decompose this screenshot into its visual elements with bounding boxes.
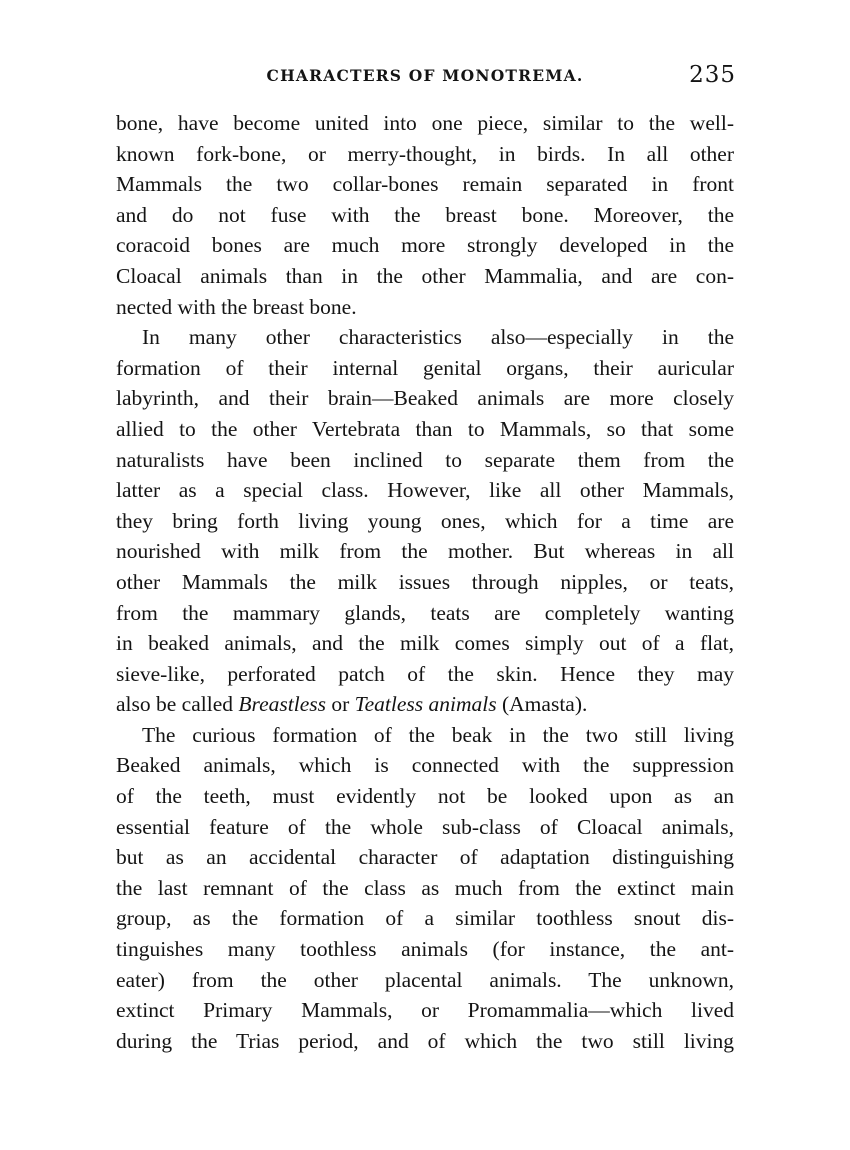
text-line: bone, have become united into one piece, similar to the well- [116, 111, 734, 135]
running-title: CHARACTERS OF MONOTREMA. [266, 66, 584, 85]
page-number: 235 [689, 62, 736, 88]
text-line: of the teeth, must evidently not be looked upon as an [116, 784, 734, 809]
text-line: allied to the other Vertebrata than to Mammals, so that some [116, 416, 734, 441]
italic-term-breastless: Breastless [238, 692, 326, 717]
text-line [116, 689, 734, 720]
text-line: nected with the breast bone. [116, 294, 357, 319]
text-line: and do not fuse with the breast bone. Moreover, the [116, 202, 734, 227]
text-line: The curious formation of the beak in the two still living [142, 722, 734, 747]
text-segment: (Amasta). [496, 692, 588, 717]
running-head [116, 62, 734, 90]
text-line: formation of their internal genital organs, their auricular [116, 355, 734, 380]
text-line: eater) from the other placental animals. The unknown, [116, 967, 734, 992]
text-line: during the Trias period, and of which the two still living [116, 1028, 734, 1053]
text-line: nourished with milk from the mother. But whereas in all [116, 539, 734, 564]
text-line: sieve-like, perforated patch of the skin. Hence they may [116, 661, 734, 686]
italic-term-teatless-animals: Teatless animals [354, 692, 497, 717]
text-segment: or [325, 692, 355, 717]
text-line: Beaked animals, which is connected with the suppression [116, 753, 734, 778]
text-line: tinguishes many toothless animals (for instance, the ant- [116, 937, 734, 962]
text-line: group, as the formation of a similar toothless snout dis- [116, 906, 734, 931]
text-line: naturalists have been inclined to separate them from the [116, 447, 734, 472]
text-line: In many other characteristics also—especially in the [142, 325, 734, 350]
text-line: in beaked animals, and the milk comes simply out of a flat, [116, 631, 734, 656]
text-line: essential feature of the whole sub-class of Cloacal animals, [116, 814, 734, 839]
text-line: Cloacal animals than in the other Mammalia, and are con- [116, 263, 734, 288]
text-line: labyrinth, and their brain—Beaked animals are more closely [116, 386, 734, 411]
text-segment: also be called [116, 692, 239, 717]
text-line: Mammals the two collar-bones remain separated in front [116, 172, 734, 197]
text-line: the last remnant of the class as much from the extinct main [116, 875, 734, 900]
text-line: extinct Primary Mammals, or Promammalia—which lived [116, 998, 734, 1023]
text-line: coracoid bones are much more strongly developed in the [116, 233, 734, 258]
text-line: other Mammals the milk issues through nipples, or teats, [116, 569, 734, 594]
text-line: from the mammary glands, teats are completely wanting [116, 600, 734, 625]
text-line: but as an accidental character of adaptation distinguishing [116, 845, 734, 870]
body-text [116, 108, 734, 1056]
text-line: they bring forth living young ones, which for a time are [116, 508, 734, 533]
text-line: known fork-bone, or merry-thought, in birds. In all other [116, 141, 734, 166]
text-line: latter as a special class. However, like all other Mammals, [116, 478, 734, 503]
